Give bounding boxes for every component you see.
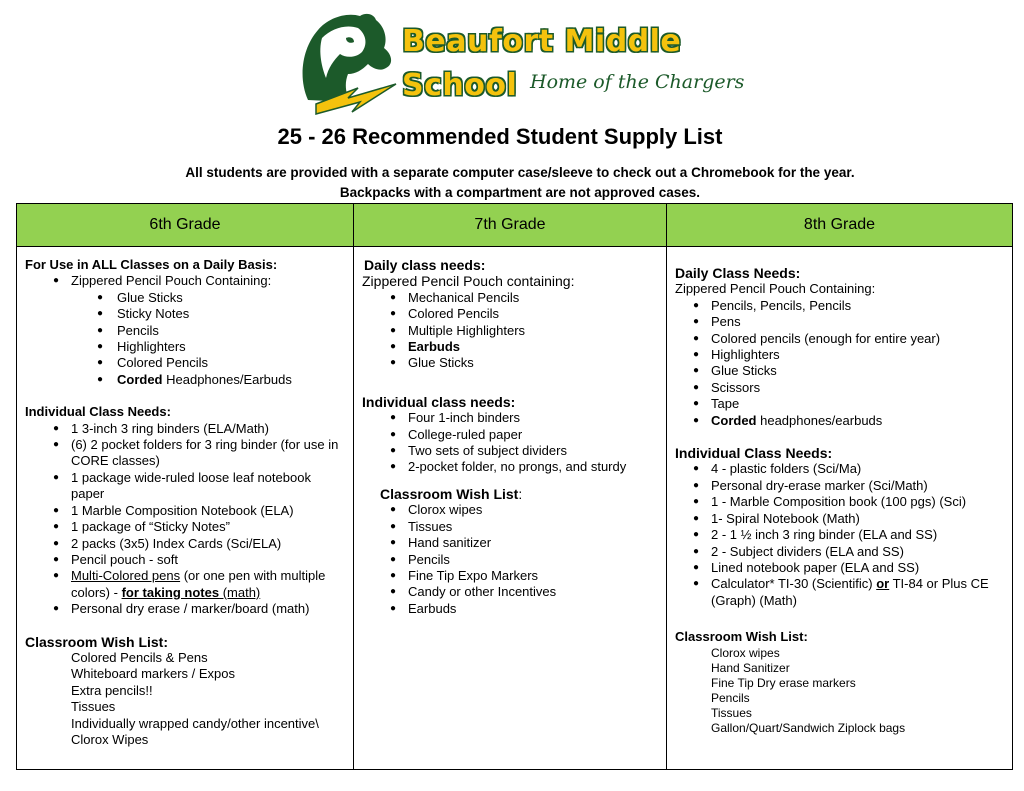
- intro-line-2: Backpacks with a compartment are not approved cases.: [339, 185, 701, 200]
- charger-horse-logo-icon: [288, 8, 398, 118]
- list-item: ● Hand sanitizer: [362, 535, 658, 551]
- list-item: ● Pencils, Pencils, Pencils: [665, 298, 1004, 314]
- grade6-individual-list: [25, 421, 345, 618]
- list-item: ● 1- Spiral Notebook (Math): [665, 511, 1004, 527]
- grade7-wish-title-line: [362, 486, 658, 502]
- list-item: ● Pencils: [362, 552, 658, 568]
- list-item: Extra pencils!!: [71, 682, 153, 698]
- list-item: ● Four 1-inch binders: [362, 410, 658, 426]
- grade6-column: [17, 247, 354, 769]
- grade7-individual-list: [362, 410, 658, 476]
- grade8-daily-title: Daily Class Needs:: [675, 265, 801, 281]
- supply-table: [16, 203, 1013, 770]
- corded-rest: headphones/earbuds: [756, 412, 883, 428]
- grade8-daily-list: [665, 298, 1004, 429]
- corded-rest: Headphones/Earbuds: [162, 371, 292, 387]
- grade7-individual-title: Individual class needs:: [362, 393, 516, 410]
- list-item: [25, 568, 345, 601]
- grade7-heading: 7th Grade: [354, 204, 667, 246]
- grade6-daily-list: [25, 273, 345, 289]
- list-item: ● (6) 2 pocket folders for 3 ring binder (for use in CORE classes): [25, 437, 345, 470]
- list-item: ● 1 - Marble Composition book (100 pgs) (Sci): [665, 494, 1004, 510]
- grade-header-row: [17, 204, 1012, 247]
- school-name-line2: School: [402, 68, 518, 103]
- list-item: ● 2 - Subject dividers (ELA and SS): [665, 544, 1004, 560]
- list-item: ● 4 - plastic folders (Sci/Ma): [665, 461, 1004, 477]
- list-item: ● 2 - 1 ½ inch 3 ring binder (ELA and SS): [665, 527, 1004, 543]
- list-item: [25, 372, 345, 388]
- intro-line-1: All students are provided with a separate computer case/sleeve to check out a Chromebook for the year.: [185, 165, 855, 180]
- list-item: ● 1 3-inch 3 ring binders (ELA/Math): [25, 421, 345, 437]
- list-item: ● 1 Marble Composition Notebook (ELA): [25, 503, 345, 519]
- list-item: Individually wrapped candy/other incentive\: [71, 715, 319, 731]
- multi-pens-label: Multi-Colored pens: [71, 568, 181, 584]
- grade8-wish-title: Classroom Wish List:: [675, 629, 808, 645]
- list-item: ● Highlighters: [665, 347, 1004, 363]
- multi-pens-mid: (or one pen with multiple colors) -: [71, 568, 326, 600]
- list-item: ● Highlighters: [25, 339, 345, 355]
- list-item: ● Fine Tip Expo Markers: [362, 568, 658, 584]
- list-item: Hand Sanitizer: [711, 660, 790, 675]
- calc-or: or: [876, 576, 890, 592]
- list-item: ● Mechanical Pencils: [362, 290, 658, 306]
- list-item: Tissues: [71, 699, 116, 715]
- list-item: ● College-ruled paper: [362, 427, 658, 443]
- list-item: ● Tissues: [362, 519, 658, 535]
- list-item: Pencils: [711, 690, 750, 705]
- list-item: Clorox wipes: [711, 645, 780, 660]
- grade8-column: [667, 247, 1012, 769]
- grade6-wish-list: [25, 650, 345, 748]
- list-item: ● Scissors: [665, 380, 1004, 396]
- list-item: ● Personal dry erase / marker/board (math): [25, 601, 345, 617]
- list-item: ● Glue Sticks: [362, 355, 658, 371]
- list-item: ● Tape: [665, 396, 1004, 412]
- intro-text: [0, 163, 1024, 203]
- grade7-wish-title: Classroom Wish List: [380, 485, 519, 502]
- school-logo: [288, 8, 748, 118]
- list-item: Whiteboard markers / Expos: [71, 666, 236, 682]
- list-item: ● 2 packs (3x5) Index Cards (Sci/ELA): [25, 536, 345, 552]
- grade7-daily-list: [362, 290, 658, 372]
- grade8-heading: 8th Grade: [803, 216, 876, 233]
- list-item: ● 1 package wide-ruled loose leaf notebook paper: [25, 470, 345, 503]
- grade7-pouch-line: Zippered Pencil Pouch containing:: [362, 273, 575, 290]
- list-item: Gallon/Quart/Sandwich Ziplock bags: [711, 720, 906, 735]
- grade-body-row: [17, 247, 1012, 769]
- grade7-daily-title: Daily class needs:: [364, 257, 486, 273]
- list-item: ● Glue Sticks: [25, 290, 345, 306]
- grade6-wish-title: Classroom Wish List:: [25, 633, 169, 650]
- grade7-column: [354, 247, 667, 769]
- list-item: ● Colored Pencils: [362, 306, 658, 322]
- multi-pens-tail: (math): [219, 584, 261, 600]
- list-item: ● Sticky Notes: [25, 306, 345, 322]
- list-item: ● 1 package of “Sticky Notes”: [25, 519, 345, 535]
- list-item: Clorox Wipes: [71, 731, 149, 747]
- grade6-individual-title: Individual Class Needs:: [25, 404, 171, 420]
- list-item: ● Clorox wipes: [362, 502, 658, 518]
- list-item: ● Pencil pouch - soft: [25, 552, 345, 568]
- list-item: ● 2-pocket folder, no prongs, and sturdy: [362, 459, 658, 475]
- grade8-individual-title: Individual Class Needs:: [675, 445, 833, 462]
- list-item: ● Multiple Highlighters: [362, 323, 658, 339]
- list-item: ● Zippered Pencil Pouch Containing:: [25, 273, 345, 289]
- list-item: ● Lined notebook paper (ELA and SS): [665, 560, 1004, 576]
- page-title: 25 - 26 Recommended Student Supply List: [277, 124, 723, 149]
- grade6-pouch-list: [25, 290, 345, 388]
- list-item: Colored Pencils & Pens: [71, 649, 208, 665]
- corded-label: Corded: [117, 371, 163, 387]
- list-item: ● Candy or other Incentives: [362, 584, 658, 600]
- calc-start: Calculator* TI-30 (Scientific): [711, 576, 877, 592]
- list-item: [665, 576, 1004, 609]
- list-item: ● Glue Sticks: [665, 363, 1004, 379]
- calc-end: TI-84 or Plus CE (Graph) (Math): [711, 576, 989, 608]
- list-item: [665, 413, 1004, 429]
- list-item: ● Colored Pencils: [25, 355, 345, 371]
- list-item: ● Colored pencils (enough for entire year): [665, 331, 1004, 347]
- list-item: Fine Tip Dry erase markers: [711, 675, 856, 690]
- school-tagline: Home of the Chargers: [530, 71, 745, 93]
- grade7-wish-colon: :: [518, 485, 523, 502]
- list-item: ● Earbuds: [362, 601, 658, 617]
- list-item: ● Personal dry-erase marker (Sci/Math): [665, 478, 1004, 494]
- grade6-heading: 6th Grade: [17, 204, 354, 246]
- grade8-individual-list: [665, 461, 1004, 609]
- school-name-line1: Beaufort Middle: [402, 24, 682, 59]
- list-item: ● Pens: [665, 314, 1004, 330]
- taking-notes-label: for taking notes: [121, 584, 220, 600]
- corded-label: Corded: [711, 412, 757, 428]
- grade6-daily-title: For Use in ALL Classes on a Daily Basis:: [25, 257, 278, 272]
- grade8-pouch-line: Zippered Pencil Pouch Containing:: [675, 281, 876, 297]
- list-item: Tissues: [711, 705, 752, 720]
- list-item: ● Two sets of subject dividers: [362, 443, 658, 459]
- list-item: ● Earbuds: [362, 339, 658, 355]
- list-item: ● Pencils: [25, 323, 345, 339]
- grade7-wish-list: [362, 502, 658, 617]
- grade8-wish-list: [675, 646, 1004, 736]
